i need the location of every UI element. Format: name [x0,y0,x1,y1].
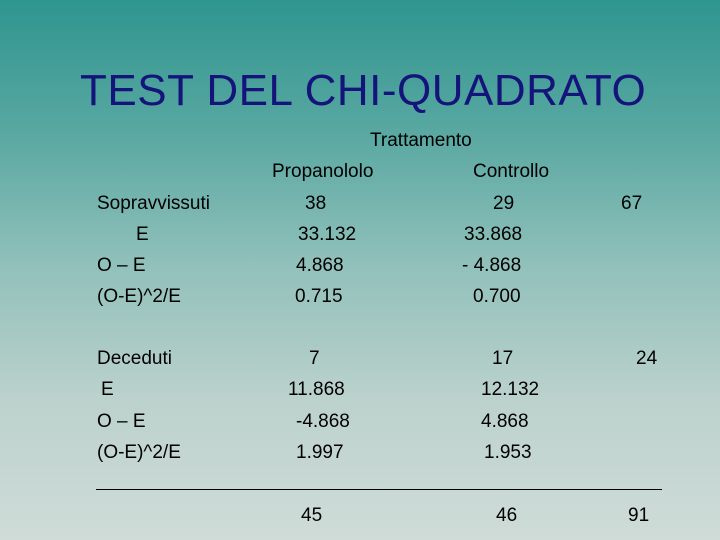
deaths-control-expected: 12.132 [481,379,540,400]
row-label-deaths: Deceduti [97,348,172,369]
deaths-propanolol-observed: 7 [309,348,320,369]
treatment-header: Trattamento [370,130,472,151]
survivors-control-expected: 33.868 [464,224,523,245]
totals-divider [96,489,662,490]
column-total-propanolol: 45 [301,505,323,526]
column-header-propanolol: Propanololo [272,161,374,182]
deaths-propanolol-chi: 1.997 [296,442,344,463]
deaths-propanolol-diff: -4.868 [296,411,350,432]
deaths-control-diff: 4.868 [481,411,529,432]
survivors-control-diff: - 4.868 [462,255,522,276]
survivors-propanolol-expected: 33.132 [298,224,357,245]
deaths-expected-label: E [101,379,114,400]
column-total-control: 46 [496,505,518,526]
survivors-propanolol-diff: 4.868 [296,255,344,276]
survivors-propanolol-chi: 0.715 [295,286,343,307]
deaths-diff-label: O – E [97,411,146,432]
survivors-control-chi: 0.700 [473,286,521,307]
page-title: TEST DEL CHI-QUADRATO [80,66,647,115]
grand-total: 91 [628,505,650,526]
survivors-propanolol-observed: 38 [305,193,327,214]
deaths-chi-label: (O-E)^2/E [97,442,181,463]
survivors-control-observed: 29 [493,193,515,214]
survivors-expected-label: E [136,224,149,245]
survivors-row-total: 67 [621,193,643,214]
row-label-survivors: Sopravvissuti [97,193,210,214]
column-header-control: Controllo [473,161,550,182]
deaths-control-observed: 17 [492,348,514,369]
deaths-propanolol-expected: 11.868 [288,379,345,400]
survivors-chi-label: (O-E)^2/E [97,286,181,307]
deaths-control-chi: 1.953 [484,442,532,463]
deaths-row-total: 24 [636,348,658,369]
survivors-diff-label: O – E [97,255,146,276]
